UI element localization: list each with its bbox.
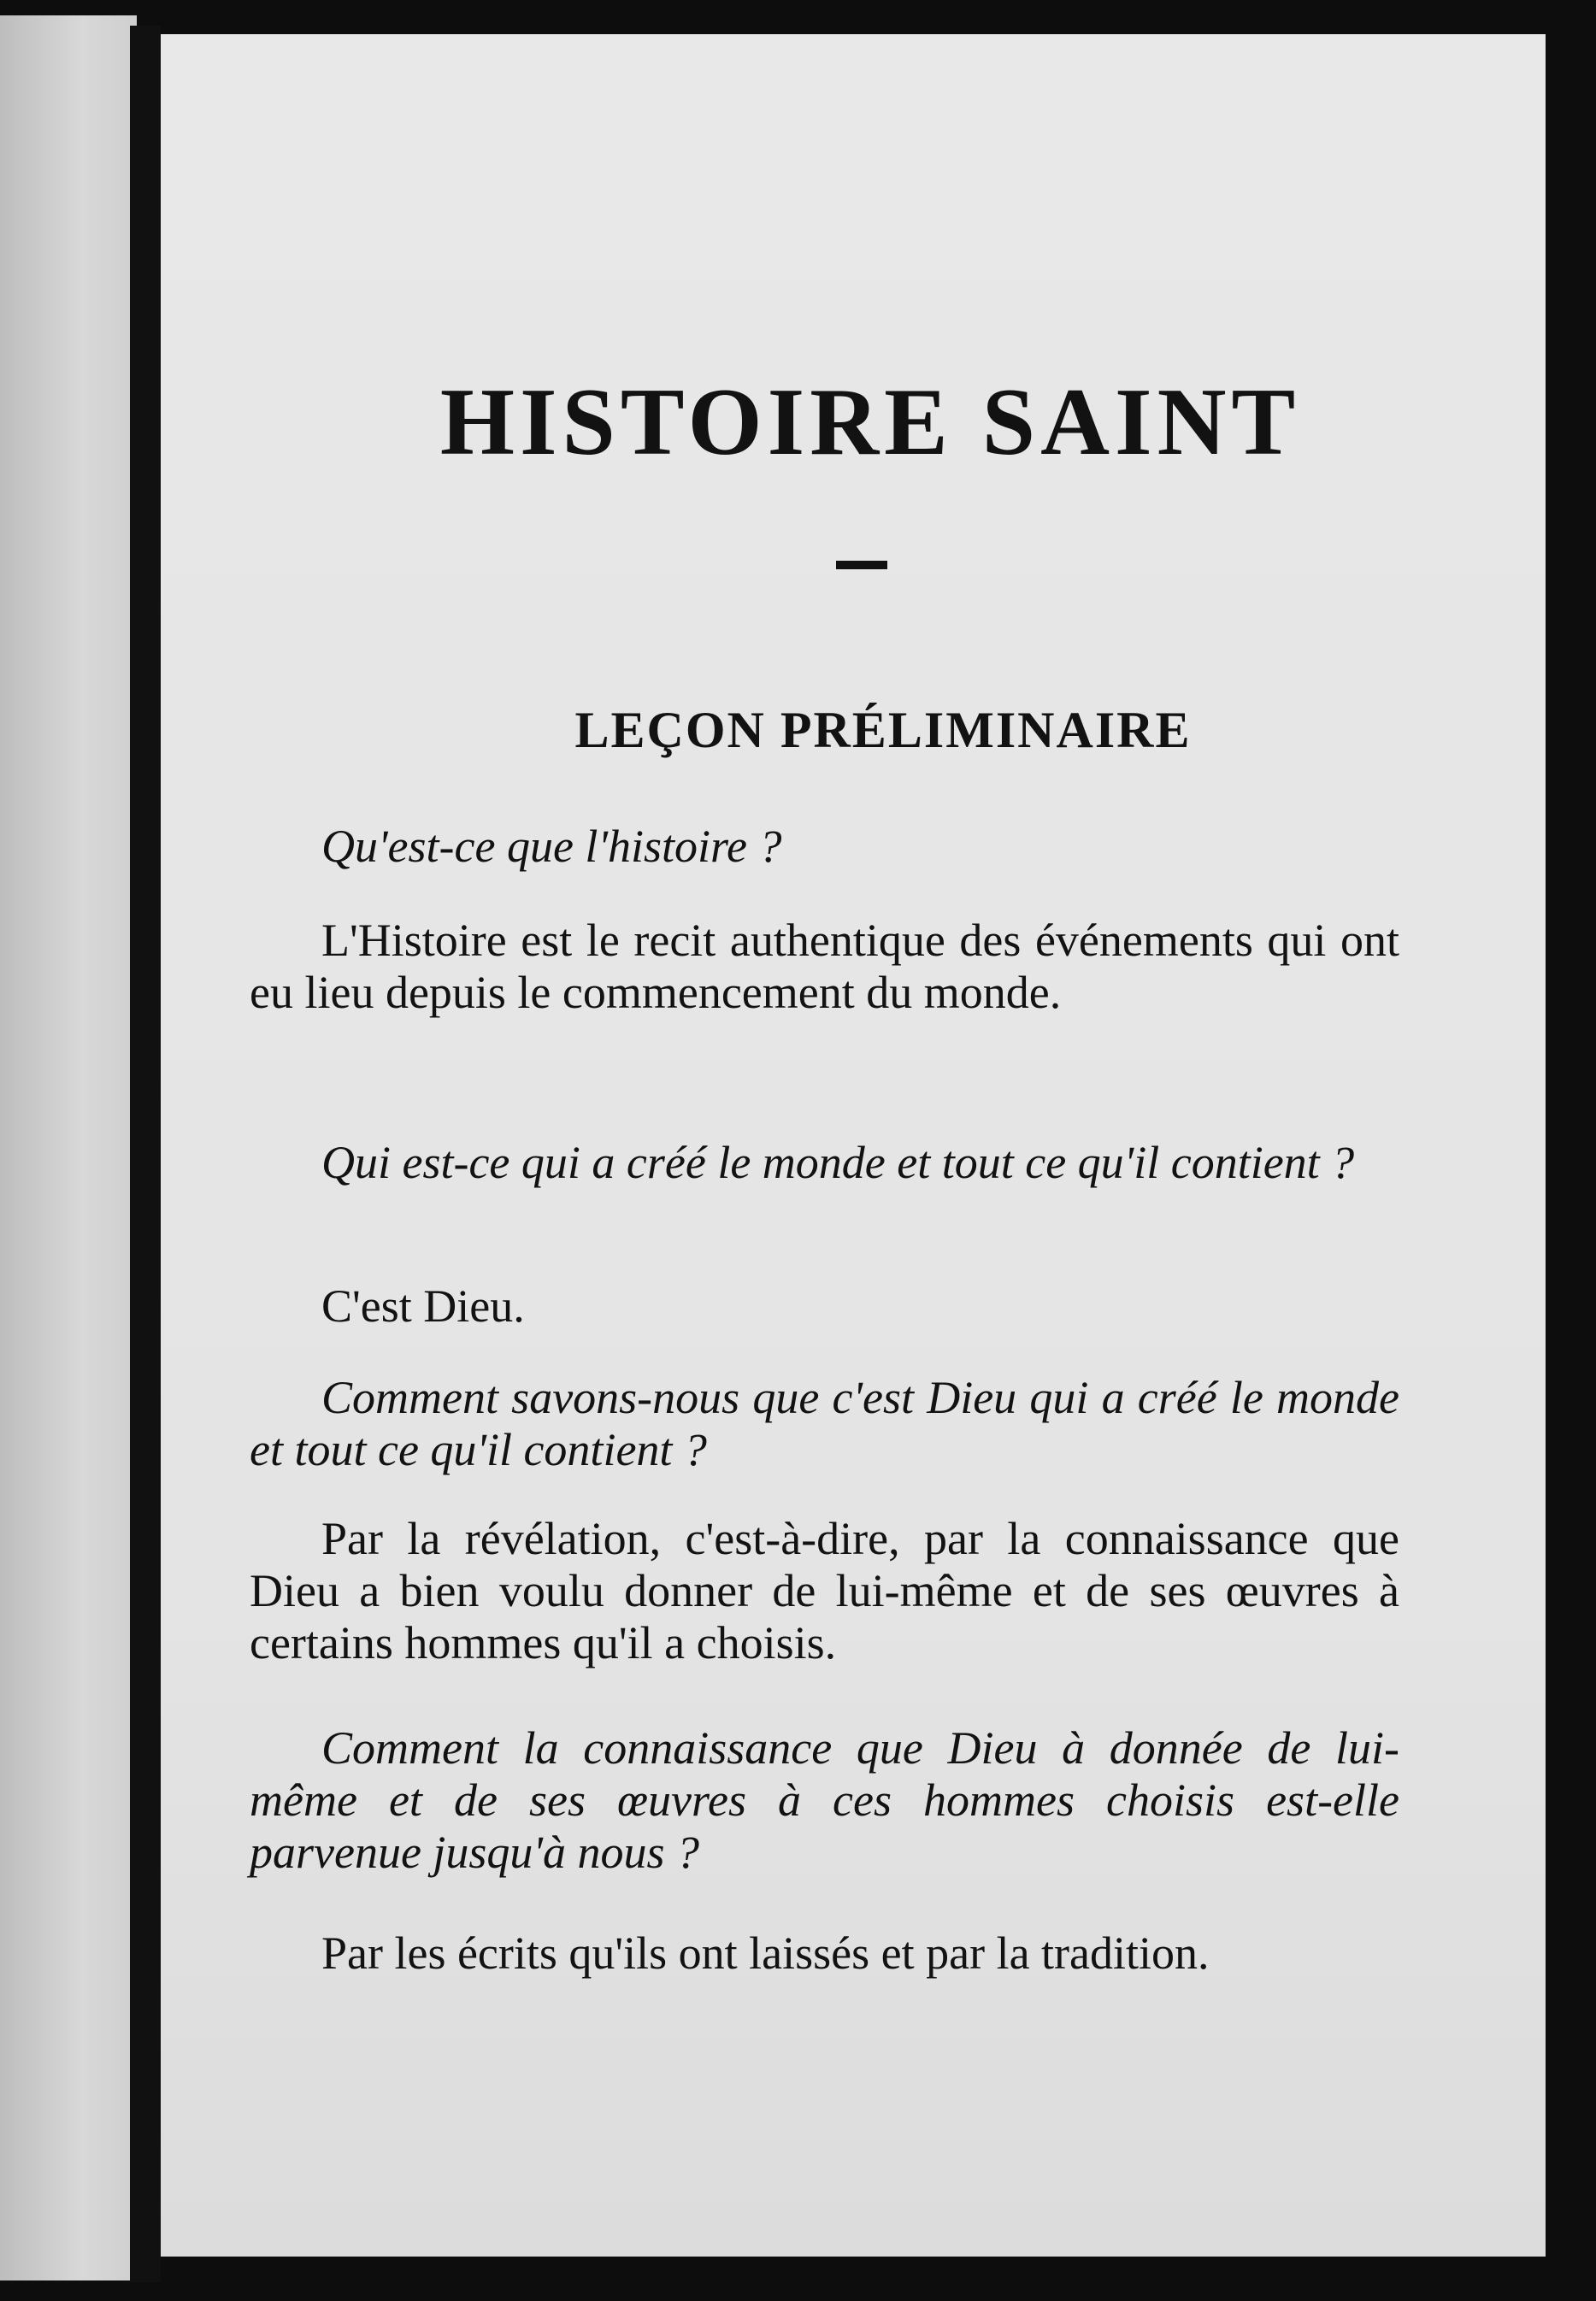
answer-3: Par la révélation, c'est-à-dire, par la connaissance que Dieu a bien voulu donner de lui-même et de ses œuvres à certains hommes qu'il a choisis. — [250, 1513, 1399, 1669]
facing-page-edge — [0, 15, 137, 2280]
answer-2: C'est Dieu. — [321, 1280, 525, 1332]
question-3: Comment savons-nous que c'est Dieu qui a créé le monde et tout ce qu'il contient ? — [250, 1372, 1399, 1476]
book-gutter — [130, 26, 161, 2282]
page-title: HISTOIRE SAINT — [439, 369, 1301, 475]
book-page — [161, 34, 1546, 2257]
question-2: Qui est-ce qui a créé le monde et tout ce qu'il contient ? — [321, 1137, 1355, 1188]
lesson-heading: LEÇON PRÉLIMINAIRE — [574, 702, 1192, 758]
question-1: Qu'est-ce que l'histoire ? — [321, 821, 782, 872]
title-divider — [836, 561, 887, 569]
answer-4: Par les écrits qu'ils ont laissés et par la tradition. — [321, 1927, 1210, 1979]
question-4: Comment la connaissance que Dieu à donnée de lui-même et de ses œuvres à ces hommes choisis est-elle parvenue jusqu'à nous ? — [250, 1722, 1399, 1879]
answer-1: L'Histoire est le recit authentique des événements qui ont eu lieu depuis le commencement du monde. — [250, 915, 1399, 1019]
